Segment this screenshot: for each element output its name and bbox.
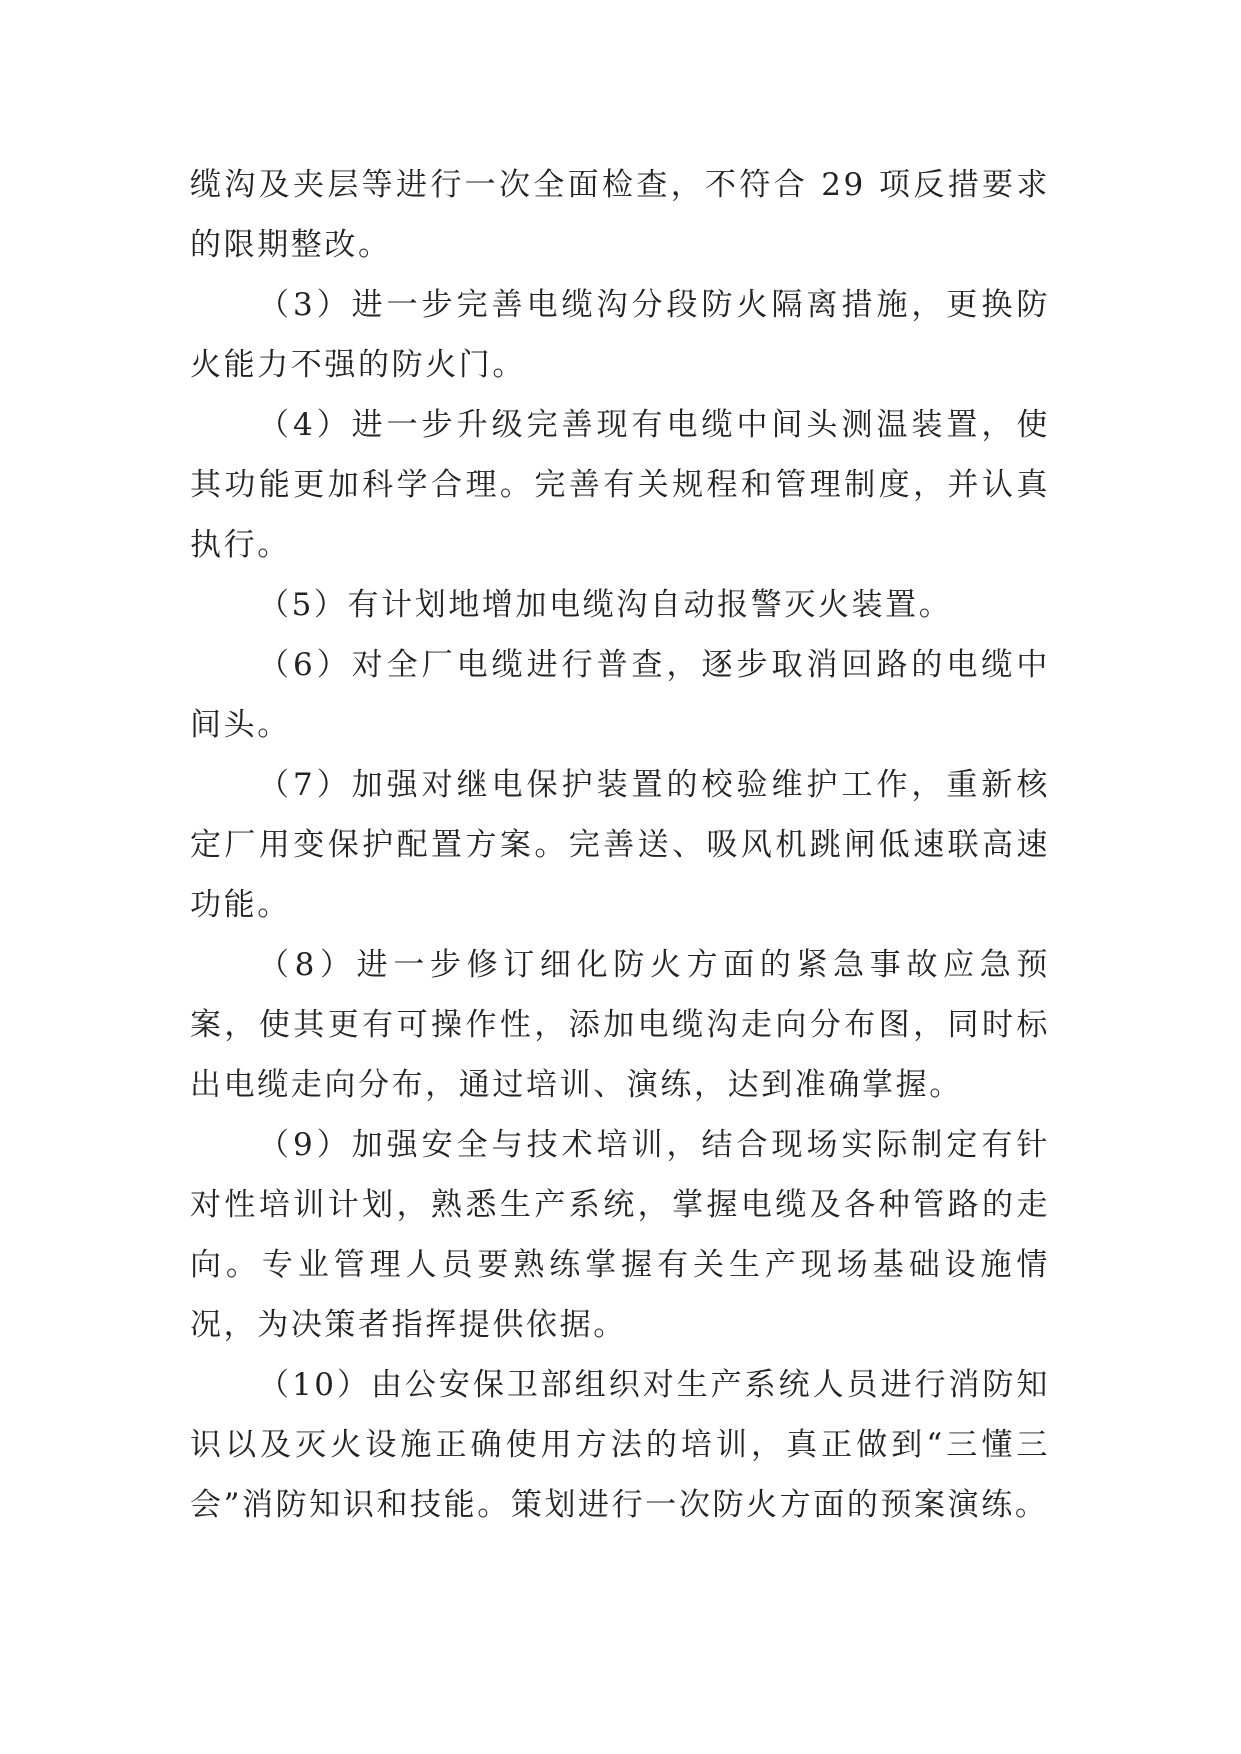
paragraph-item-9: （9）加强安全与技术培训，结合现场实际制定有针对性培训计划，熟悉生产系统，掌握电缆及各种管路的走向。专业管理人员要熟练掌握有关生产现场基础设施情况，为决策者指挥提供依据。 (190, 1127, 1050, 1343)
paragraph-item-7: （7）加强对继电保护装置的校验维护工作，重新核定厂用变保护配置方案。完善送、吸风机跳闸低速联高速功能。 (190, 767, 1050, 923)
paragraph-item-3: （3）进一步完善电缆沟分段防火隔离措施，更换防火能力不强的防火门。 (190, 287, 1050, 383)
paragraph-item-8: （8）进一步修订细化防火方面的紧急事故应急预案，使其更有可操作性，添加电缆沟走向分布图，同时标出电缆走向分布，通过培训、演练，达到准确掌握。 (190, 947, 1050, 1103)
paragraph-item-4: （4）进一步升级完善现有电缆中间头测温装置，使其功能更加科学合理。完善有关规程和管理制度，并认真执行。 (190, 407, 1050, 563)
paragraph-item-5: （5）有计划地增加电缆沟自动报警灭火装置。 (258, 587, 953, 623)
document-body (190, 155, 1050, 1535)
paragraph-item-6: （6）对全厂电缆进行普查，逐步取消回路的电缆中间头。 (190, 647, 1050, 743)
paragraph-continuation: 缆沟及夹层等进行一次全面检查，不符合 29 项反措要求的限期整改。 (190, 167, 1050, 263)
paragraph-item-10: （10）由公安保卫部组织对生产系统人员进行消防知识以及灭火设施正确使用方法的培训，真正做到“三懂三会”消防知识和技能。策划进行一次防火方面的预案演练。 (190, 1367, 1050, 1523)
